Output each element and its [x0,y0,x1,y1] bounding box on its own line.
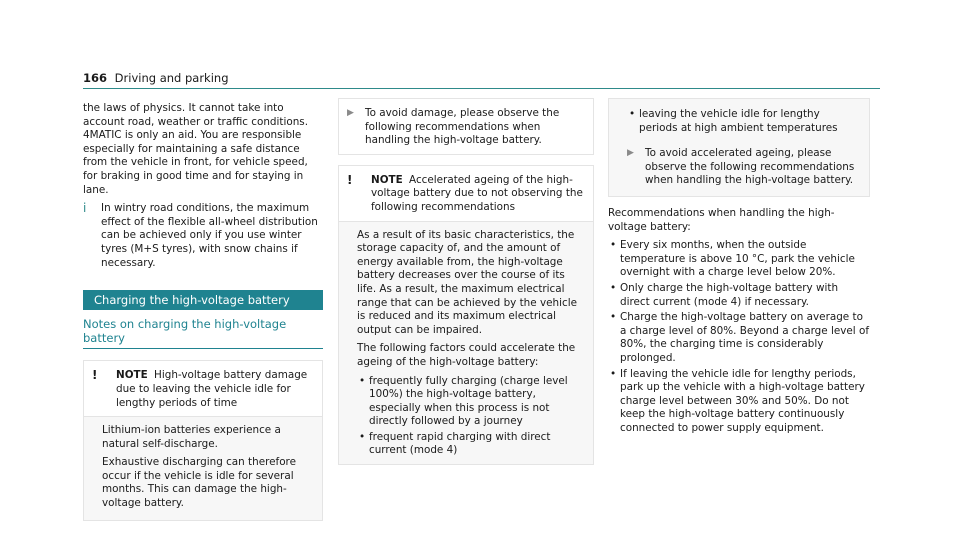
tip-text: In wintry road conditions, the maximum effect of the flexible all-wheel distribution can be achieved only if you use winter tyres (M+S tyres), with snow chains if necessary. [101,202,318,269]
note-label: NOTE [371,173,403,186]
recommendations-intro: Recommendations when handling the high-voltage battery: [608,206,835,233]
arrow-right-icon: ▶ [347,108,354,118]
column-1 [83,102,323,521]
warning-icon: ! [347,172,353,187]
instruction-box [627,137,859,192]
note-label: NOTE [116,369,148,382]
subheading: Notes on charging the high-voltage battery [83,318,323,349]
list-item: • Only charge the high-voltage battery with direct current (mode 4) if necessary. [608,282,870,309]
column-2 [338,98,594,465]
note-body-text-1: Lithium-ion batteries experience a natural self-discharge. [102,424,281,450]
list-item: • Charge the high-voltage battery on average to a charge level of 80%. Beyond a charge level of 80%, the charging time is considerably prolonged. [608,311,870,365]
instruction-text: To avoid accelerated ageing, please observe the following recommendations when handling the high-voltage battery. [645,147,855,187]
list-item: • leaving the vehicle idle for lengthy periods at high ambient temperatures [627,108,859,135]
intro-paragraph: the laws of physics. It cannot take into account road, weather or traffic conditions. 4MATIC is only an aid. You are responsible especially for maintaining a safe distance from the vehicle in front, for vehicle speed, for braking in good time and for staying in lane. [83,102,309,196]
tip-block [83,202,323,270]
warning-icon: ! [92,368,98,383]
list-item: • frequent rapid charging with direct current (mode 4) [357,431,583,458]
list-item: • frequently fully charging (charge level 100%) the high-voltage battery, especially when this process is not directly followed by a journey [357,375,583,429]
note-body [609,99,869,196]
list-item: • If leaving the vehicle idle for lengthy periods, park up the vehicle with a high-voltage battery charge level between 30% and 50%. Do not keep the high-voltage battery continuously connected to power supply equipment. [608,368,870,436]
instruction-box [338,98,594,155]
arrow-right-icon: ▶ [627,148,634,159]
page-header [83,72,229,86]
list-item: • Every six months, when the outside temperature is above 10 °C, park the vehicle overnight with a charge level below 20%. [608,239,870,280]
note-body [339,221,593,465]
factor-list [357,375,583,459]
header-rule [83,88,880,89]
column-3 [608,98,870,437]
body-text-1: As a result of its basic characteristics, the storage capacity of, and the amount of energy available from, the high-voltage battery decreases over the course of its life. As a result, the maximum electrical range that can be achieved by the vehicle is reduced and its maximum electrical output can be impaired. [357,228,577,336]
section-title: Charging the high-voltage battery [83,290,323,310]
note-body-text-2: Exhaustive discharging can therefore occur if the vehicle is idle for several months. This can damage the high-voltage battery. [102,456,296,510]
factor-list-continued [627,108,859,135]
note-title: Accelerated ageing of the high-voltage battery due to not observing the following recommendations [371,173,583,213]
note-title: High-voltage battery damage due to leaving the vehicle idle for lengthy periods of time [116,369,308,409]
continued-note-box [608,98,870,197]
page-number: 166 [83,71,108,85]
note-head [84,361,322,416]
instruction-text: To avoid damage, please observe the following recommendations when handling the high-voltage battery. [365,107,560,147]
body-text-2: The following factors could accelerate the ageing of the high-voltage battery: [357,342,576,368]
recommendations-list [608,239,870,435]
note-box-2 [338,165,594,465]
note-body [84,416,322,520]
info-icon: i [83,201,87,216]
note-box-1 [83,360,323,520]
section-name: Driving and parking [114,71,229,85]
note-head [339,166,593,221]
